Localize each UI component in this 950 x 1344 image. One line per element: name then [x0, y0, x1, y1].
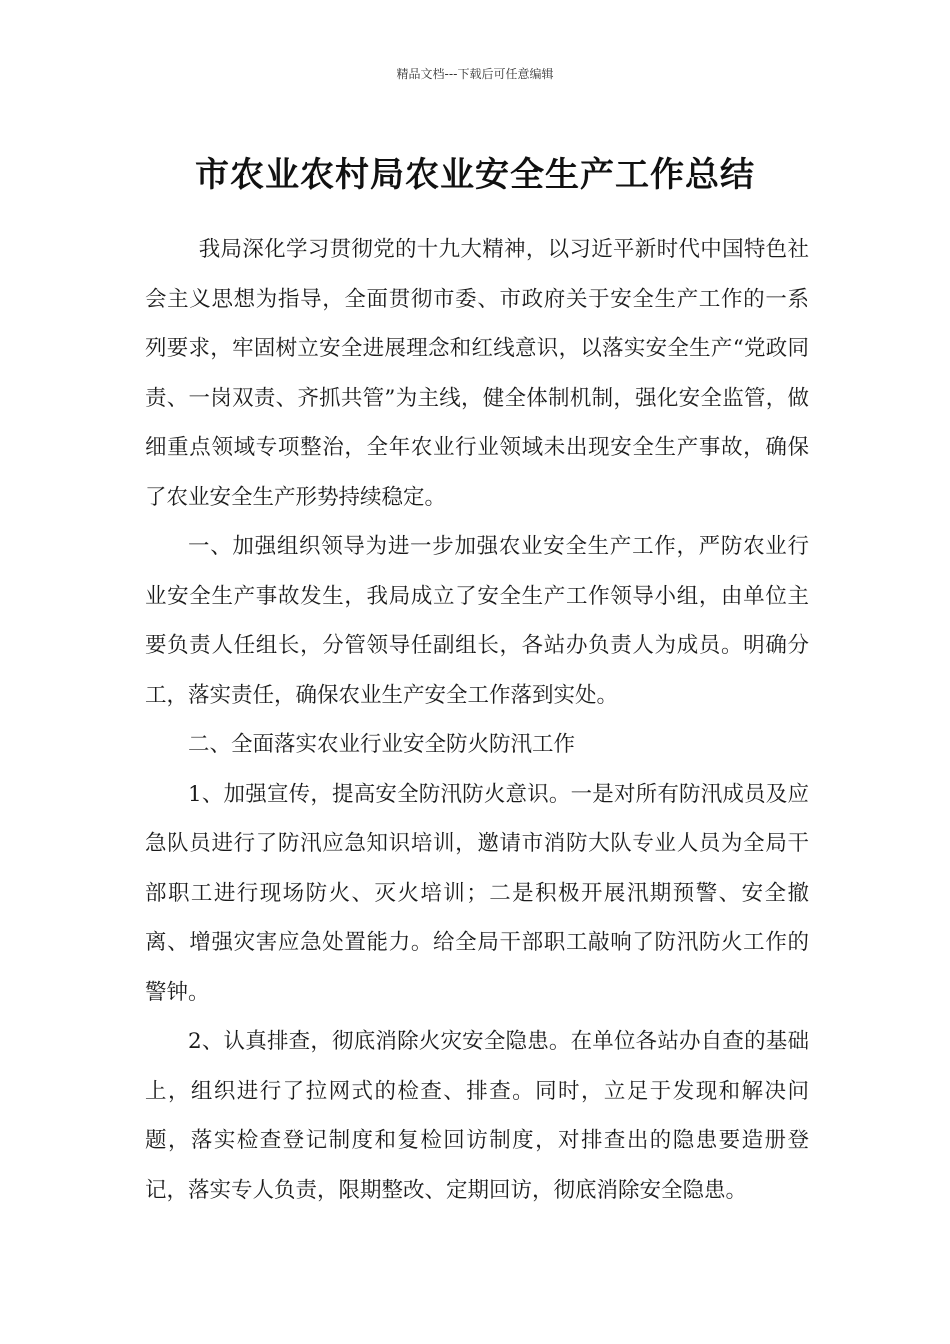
section-heading-fire-flood: 二、全面落实农业行业安全防火防汛工作	[188, 732, 576, 757]
header-note: 精品文档---下载后可任意编辑	[396, 67, 554, 81]
document-title: 市农业农村局农业安全生产工作总结	[195, 154, 755, 195]
paragraph-inspection: 2、认真排查，彻底消除火灾安全隐患。在单位各站办自查的基础上，组织进行了拉网式的检查、排查。同时，立足于发现和解决问题，落实检查登记制度和复检回访制度，对排查出的隐患要造册登记，落实专人负责，限期整改、定期回访，彻底消除安全隐患。	[145, 1029, 809, 1203]
paragraph-publicity: 1、加强宣传，提高安全防汛防火意识。一是对所有防汛成员及应急队员进行了防汛应急知识培训，邀请市消防大队专业人员为全局干部职工进行现场防火、灭火培训；二是积极开展汛期预警、安全撤离、增强灾害应急处置能力。给全局干部职工敲响了防汛防火工作的警钟。	[145, 781, 809, 1005]
paragraph-organization: 一、加强组织领导为进一步加强农业安全生产工作，严防农业行业安全生产事故发生，我局成立了安全生产工作领导小组，由单位主要负责人任组长，分管领导任副组长，各站办负责人为成员。明确分工，落实责任，确保农业生产安全工作落到实处。	[145, 534, 809, 708]
paragraph-intro: 我局深化学习贯彻党的十九大精神，以习近平新时代中国特色社会主义思想为指导，全面贯彻市委、市政府关于安全生产工作的一系列要求，牢固树立安全进展理念和红线意识，以落实安全生产“党政同责、一岗双责、齐抓共管”为主线，健全体制机制，强化安全监管，做细重点领域专项整治，全年农业行业领域未出现安全生产事故，确保了农业安全生产形势持续稳定。	[145, 237, 809, 510]
document-body	[145, 225, 809, 1215]
